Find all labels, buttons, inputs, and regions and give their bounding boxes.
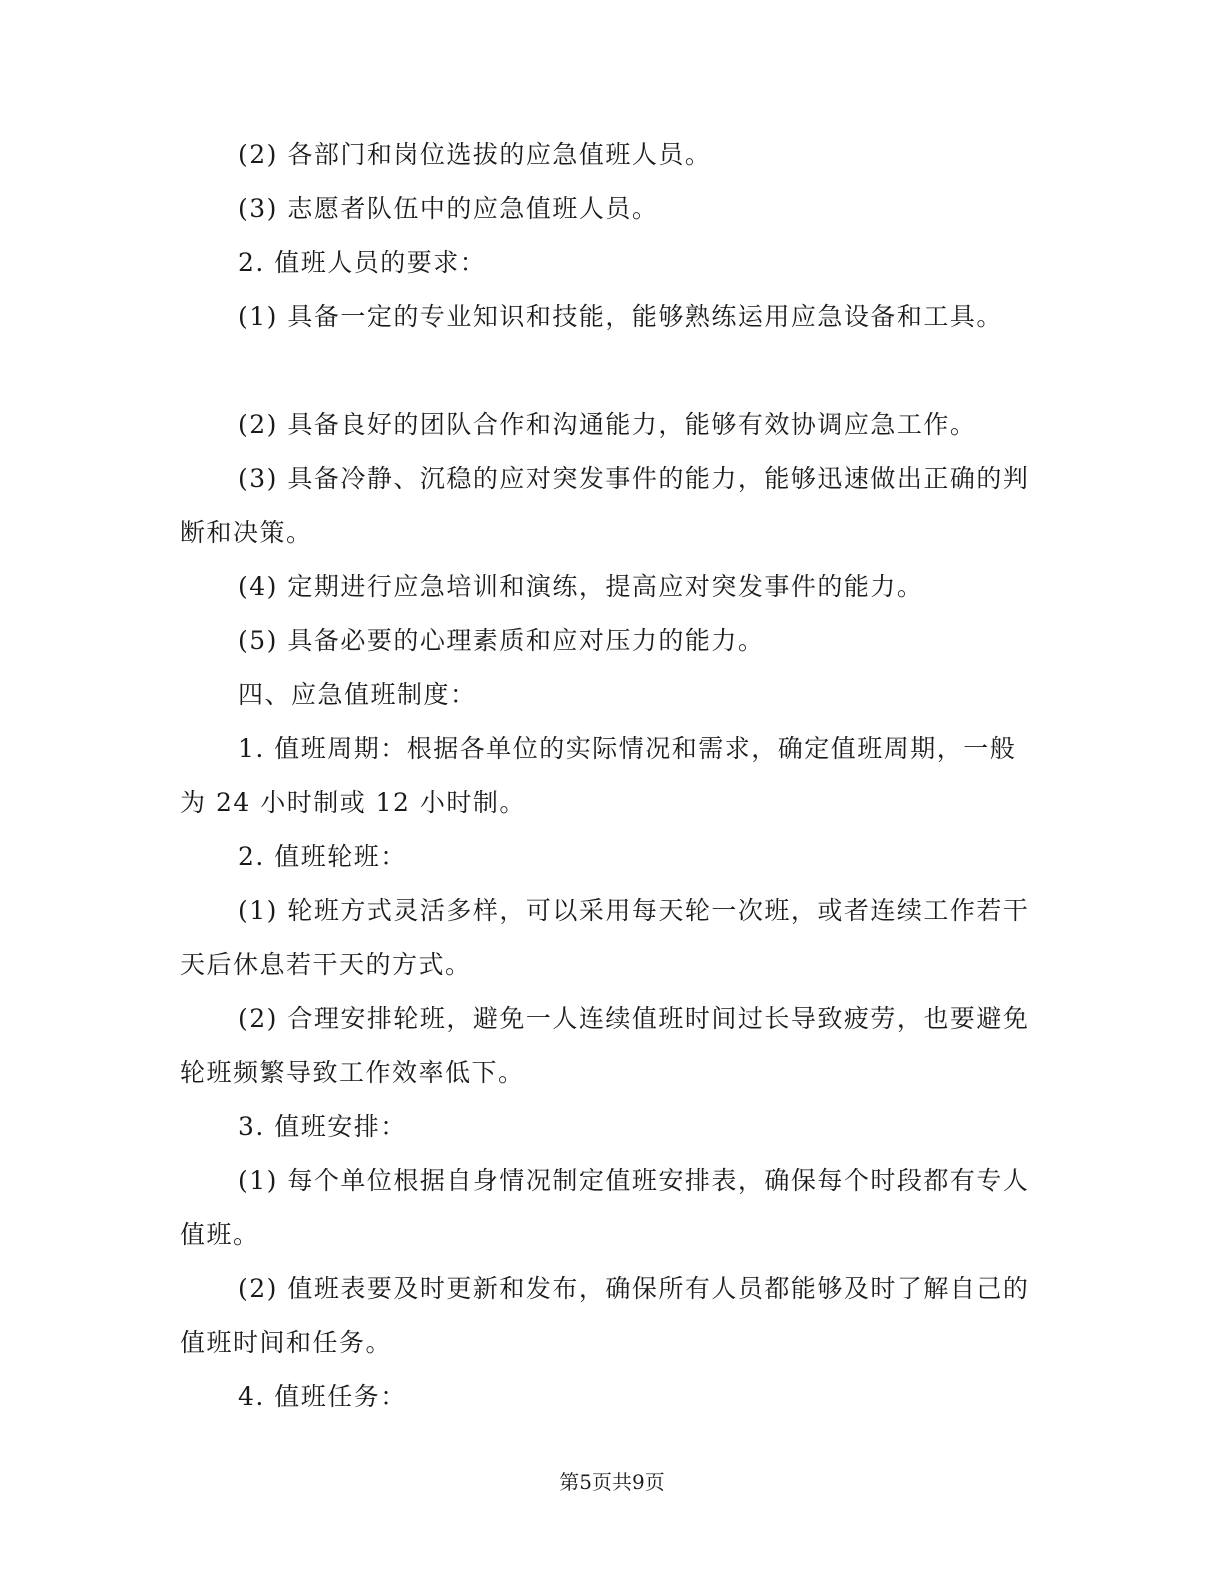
paragraph: (2) 合理安排轮班，避免一人连续值班时间过长导致疲劳，也要避免轮班频繁导致工作效率低下。: [180, 1004, 1030, 1087]
paragraph: (1) 轮班方式灵活多样，可以采用每天轮一次班，或者连续工作若干天后休息若干天的方式。: [180, 896, 1030, 979]
paragraph-heading: 3. 值班安排：: [238, 1112, 407, 1141]
paragraph-heading: 2. 值班人员的要求：: [238, 248, 487, 277]
paragraph: (2) 具备良好的团队合作和沟通能力，能够有效协调应急工作。: [238, 410, 977, 439]
paragraph: (2) 各部门和岗位选拔的应急值班人员。: [238, 140, 712, 169]
page-number-footer: 第5页共9页: [559, 1470, 665, 1494]
paragraph: 1. 值班周期：根据各单位的实际情况和需求，确定值班周期，一般为 24 小时制或 12 小时制。: [180, 734, 1017, 817]
paragraph: (4) 定期进行应急培训和演练，提高应对突发事件的能力。: [238, 572, 924, 601]
paragraph: (3) 志愿者队伍中的应急值班人员。: [238, 194, 659, 223]
paragraph: (5) 具备必要的心理素质和应对压力的能力。: [238, 626, 765, 655]
paragraph: (1) 每个单位根据自身情况制定值班安排表，确保每个时段都有专人值班。: [180, 1166, 1030, 1249]
paragraph-heading: 4. 值班任务：: [238, 1382, 407, 1411]
paragraph: (2) 值班表要及时更新和发布，确保所有人员都能够及时了解自己的值班时间和任务。: [180, 1274, 1030, 1357]
paragraph-heading: 2. 值班轮班：: [238, 842, 407, 871]
paragraph: (3) 具备冷静、沉稳的应对突发事件的能力，能够迅速做出正确的判断和决策。: [180, 464, 1030, 547]
section-heading: 四、应急值班制度：: [238, 680, 477, 709]
paragraph: (1) 具备一定的专业知识和技能，能够熟练运用应急设备和工具。: [238, 302, 1003, 331]
